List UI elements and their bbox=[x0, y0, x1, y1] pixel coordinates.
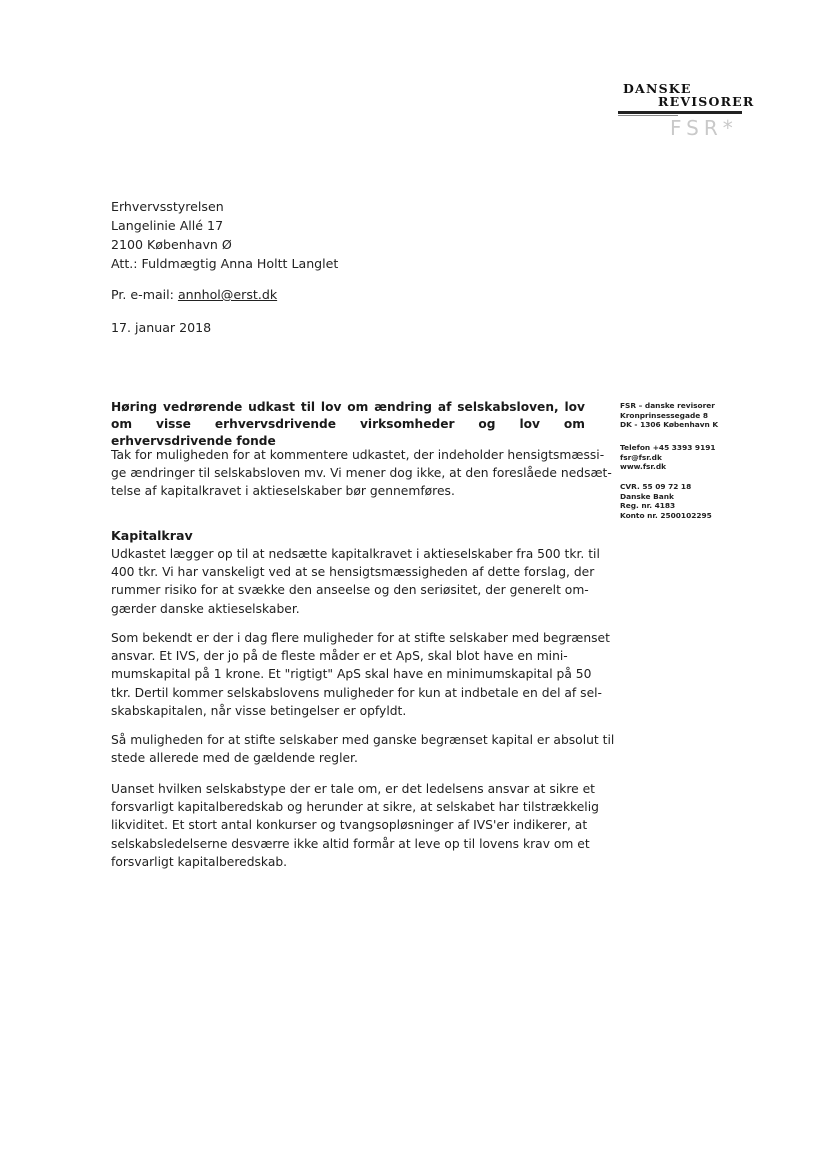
recipient-line: Erhvervsstyrelsen bbox=[111, 199, 224, 214]
email-line bbox=[111, 287, 277, 302]
sender-bank-line: CVR. 55 09 72 18 bbox=[620, 482, 692, 491]
text-line: ansvar. Et IVS, der jo på de fleste måder er et ApS, skal blot have en mini- bbox=[111, 649, 568, 664]
sender-bank-line: Reg. nr. 4183 bbox=[620, 501, 676, 511]
text-line: telse af kapitalkravet i aktieselskaber bør gennemføres. bbox=[111, 484, 455, 499]
text-line: Uanset hvilken selskabstype der er tale om, er det ledelsens ansvar at sikre et bbox=[111, 782, 595, 796]
text-line: skabskapitalen, når visse betingelser er opfyldt. bbox=[111, 703, 407, 718]
sender-phone: Telefon +45 3393 9191 bbox=[620, 443, 716, 452]
logo-rule-thin bbox=[618, 115, 678, 116]
text-line: stede allerede med de gældende regler. bbox=[111, 751, 358, 766]
text-line: Udkastet lægger op til at nedsætte kapitalkravet i aktieselskaber fra 500 tkr. til bbox=[111, 547, 600, 561]
text-line: selskabsledelserne desværre ikke altid formår at leve op til lovens krav om et bbox=[111, 836, 590, 851]
body-paragraph bbox=[111, 731, 615, 767]
letter-subject: Høring vedrørende udkast til lov om ændring af selskabsloven, lov om visse erhvervsdrivende virksomheder og lov om erhvervsdrivende fonde bbox=[111, 400, 585, 448]
recipient-line: Att.: Fuldmægtig Anna Holtt Langlet bbox=[111, 256, 339, 271]
text-line: forsvarligt kapitalberedskab. bbox=[111, 854, 288, 869]
sender-bank bbox=[620, 482, 712, 520]
text-line: 400 tkr. Vi har vanskeligt ved at se hensigtsmæssigheden af dette forslag, der bbox=[111, 565, 595, 580]
sender-line: DK - 1306 København K bbox=[620, 420, 719, 430]
sender-email: fsr@fsr.dk bbox=[620, 452, 662, 462]
body-paragraph bbox=[111, 780, 599, 871]
section-heading: Kapitalkrav bbox=[111, 528, 193, 543]
sender-address bbox=[620, 401, 718, 430]
email-label: Pr. e-mail: bbox=[111, 287, 174, 302]
sender-line: Kronprinsessegade 8 bbox=[620, 410, 708, 420]
text-line: mumskapital på 1 krone. Et "rigtigt" ApS skal have en minimumskapital på 50 bbox=[111, 667, 592, 682]
recipient-line: Langelinie Allé 17 bbox=[111, 218, 224, 233]
text-line: Så muligheden for at stifte selskaber med ganske begrænset kapital er absolut til bbox=[111, 733, 615, 747]
text-line: Som bekendt er der i dag flere muligheder for at stifte selskaber med begrænset bbox=[111, 631, 610, 645]
logo-line-2: REVISORER bbox=[658, 94, 755, 109]
sender-bank-line: Konto nr. 2500102295 bbox=[620, 510, 712, 520]
body-paragraph bbox=[111, 629, 610, 720]
fsr-logo bbox=[618, 78, 755, 142]
recipient-line: 2100 København Ø bbox=[111, 237, 232, 252]
text-line: tkr. Dertil kommer selskabslovens muligheder for kun at indbetale en del af sel- bbox=[111, 685, 602, 700]
text-line: forsvarligt kapitalberedskab og herunder at sikre, at selskabet har tilstrækkelig bbox=[111, 800, 599, 815]
logo-mark: FSR* bbox=[670, 116, 738, 140]
text-line: rummer risiko for at svække den anseelse og den seriøsitet, der generelt om- bbox=[111, 583, 589, 598]
sender-web: www.fsr.dk bbox=[620, 462, 667, 472]
logo-line-1: DANSKE bbox=[623, 81, 692, 96]
text-line: ge ændringer til selskabsloven mv. Vi mener dog ikke, at den foreslåede nedsæt- bbox=[111, 466, 612, 481]
body-paragraph bbox=[111, 545, 600, 618]
text-line: likviditet. Et stort antal konkurser og tvangsopløsninger af IVS'er indikerer, at bbox=[111, 818, 588, 833]
logo-rule bbox=[618, 111, 742, 114]
sender-bank-line: Danske Bank bbox=[620, 491, 674, 501]
text-line: gærder danske aktieselskaber. bbox=[111, 601, 300, 616]
sender-contact bbox=[620, 443, 716, 472]
letter-date: 17. januar 2018 bbox=[111, 320, 212, 335]
text-line: Tak for muligheden for at kommentere udkastet, der indeholder hensigtsmæssi- bbox=[111, 448, 605, 462]
recipient-address bbox=[111, 197, 338, 273]
email-link[interactable]: annhol@erst.dk bbox=[177, 287, 278, 302]
intro-paragraph bbox=[111, 446, 612, 501]
sender-line: FSR – danske revisorer bbox=[620, 401, 715, 410]
